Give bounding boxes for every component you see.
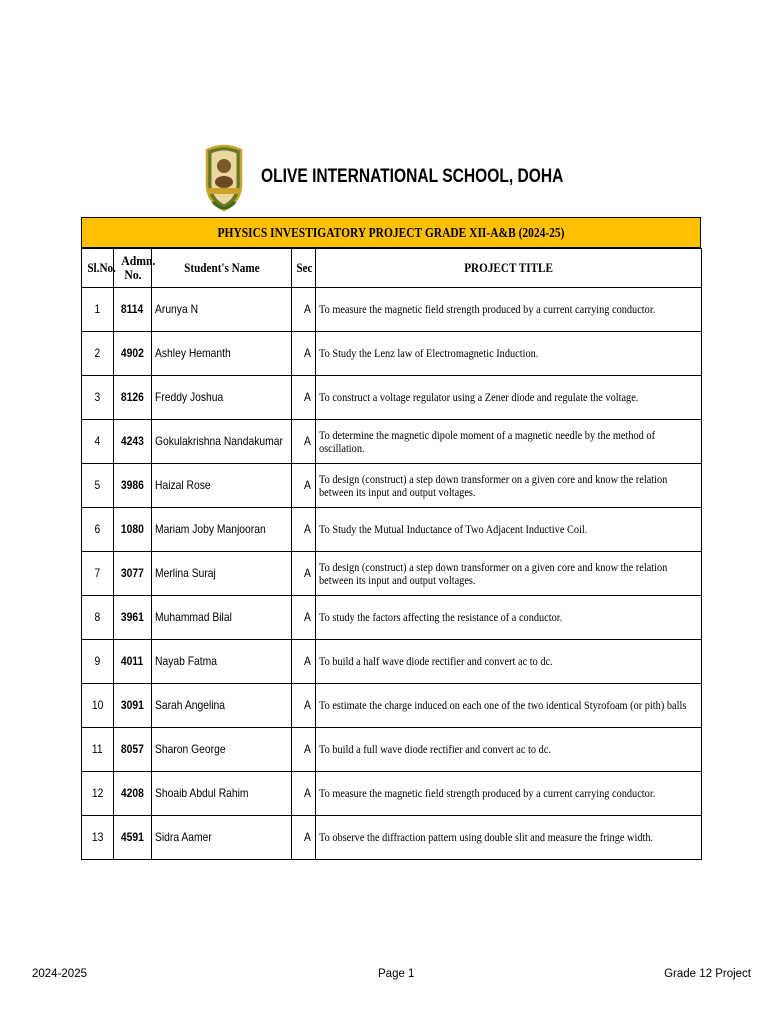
admission-number-cell: 3077 — [114, 552, 152, 596]
sl-cell: 11 — [82, 728, 114, 772]
section-cell: A — [292, 596, 316, 640]
footer-year: 2024-2025 — [32, 968, 87, 980]
project-title-cell: To construct a voltage regulator using a Zener diode and regulate the voltage. — [316, 376, 702, 420]
school-name: OLIVE INTERNATIONAL SCHOOL, DOHA — [261, 166, 564, 187]
table-row — [82, 288, 702, 332]
footer-grade: Grade 12 Project — [664, 968, 751, 980]
table-row — [82, 684, 702, 728]
student-name-cell: Sharon George — [152, 728, 292, 772]
table-row — [82, 596, 702, 640]
admission-number-cell: 4902 — [114, 332, 152, 376]
col-header-name: Student's Name — [152, 249, 292, 288]
section-cell: A — [292, 332, 316, 376]
sl-cell: 8 — [82, 596, 114, 640]
sl-cell: 9 — [82, 640, 114, 684]
col-header-title: PROJECT TITLE — [316, 249, 702, 288]
table-row — [82, 816, 702, 860]
sl-cell: 13 — [82, 816, 114, 860]
student-name-cell: Nayab Fatma — [152, 640, 292, 684]
table-row — [82, 376, 702, 420]
admission-number-cell: 8114 — [114, 288, 152, 332]
section-cell: A — [292, 684, 316, 728]
table-row — [82, 728, 702, 772]
section-cell: A — [292, 640, 316, 684]
student-name-cell: Ashley Hemanth — [152, 332, 292, 376]
sl-cell: 10 — [82, 684, 114, 728]
sl-cell: 5 — [82, 464, 114, 508]
table-row — [82, 332, 702, 376]
student-name-cell: Mariam Joby Manjooran — [152, 508, 292, 552]
admission-number-cell: 4591 — [114, 816, 152, 860]
student-name-cell: Sidra Aamer — [152, 816, 292, 860]
section-cell: A — [292, 464, 316, 508]
project-title-cell: To measure the magnetic field strength produced by a current carrying conductor. — [316, 772, 702, 816]
project-title-cell: To design (construct) a step down transformer on a given core and know the relation between its input and output voltages. — [316, 464, 702, 508]
admission-number-cell: 3986 — [114, 464, 152, 508]
sl-cell: 6 — [82, 508, 114, 552]
student-name-cell: Gokulakrishna Nandakumar — [152, 420, 292, 464]
student-name-cell: Merlina Suraj — [152, 552, 292, 596]
admission-number-cell: 1080 — [114, 508, 152, 552]
project-banner — [81, 217, 701, 248]
admission-number-cell: 4011 — [114, 640, 152, 684]
admission-number-cell: 3091 — [114, 684, 152, 728]
student-name-cell: Muhammad Bilal — [152, 596, 292, 640]
sl-cell: 4 — [82, 420, 114, 464]
student-name-cell: Haizal Rose — [152, 464, 292, 508]
section-cell: A — [292, 772, 316, 816]
project-title-cell: To study the factors affecting the resistance of a conductor. — [316, 596, 702, 640]
table-row — [82, 772, 702, 816]
sl-cell: 1 — [82, 288, 114, 332]
project-title-cell: To estimate the charge induced on each one of the two identical Styrofoam (or pith) balls — [316, 684, 702, 728]
section-cell: A — [292, 376, 316, 420]
table-row — [82, 552, 702, 596]
project-title-cell: To build a full wave diode rectifier and convert ac to dc. — [316, 728, 702, 772]
section-cell: A — [292, 288, 316, 332]
project-title-cell: To measure the magnetic field strength produced by a current carrying conductor. — [316, 288, 702, 332]
sl-cell: 12 — [82, 772, 114, 816]
table-header-row — [82, 249, 702, 288]
section-cell: A — [292, 420, 316, 464]
col-header-sec: Sec — [292, 249, 316, 288]
project-title-cell: To determine the magnetic dipole moment of a magnetic needle by the method of oscillation. — [316, 420, 702, 464]
project-title-cell: To build a half wave diode rectifier and convert ac to dc. — [316, 640, 702, 684]
project-title-cell: To design (construct) a step down transformer on a given core and know the relation between its input and output voltages. — [316, 552, 702, 596]
table-row — [82, 640, 702, 684]
section-cell: A — [292, 728, 316, 772]
admission-number-cell: 4243 — [114, 420, 152, 464]
col-header-sl: Sl.No. — [82, 249, 114, 288]
admission-number-cell: 8126 — [114, 376, 152, 420]
section-cell: A — [292, 552, 316, 596]
table-row — [82, 420, 702, 464]
student-name-cell: Arunya N — [152, 288, 292, 332]
col-header-adm: Admn. No. — [114, 249, 152, 288]
project-title-cell: To observe the diffraction pattern using double slit and measure the fringe width. — [316, 816, 702, 860]
student-name-cell: Shoaib Abdul Rahim — [152, 772, 292, 816]
sl-cell: 2 — [82, 332, 114, 376]
footer-page: Page 1 — [378, 968, 415, 980]
admission-number-cell: 4208 — [114, 772, 152, 816]
admission-number-cell: 8057 — [114, 728, 152, 772]
school-crest-icon — [203, 144, 245, 216]
table-row — [82, 464, 702, 508]
project-table — [81, 248, 702, 860]
project-title-cell: To Study the Mutual Inductance of Two Adjacent Inductive Coil. — [316, 508, 702, 552]
project-title-cell: To Study the Lenz law of Electromagnetic Induction. — [316, 332, 702, 376]
sl-cell: 3 — [82, 376, 114, 420]
section-cell: A — [292, 508, 316, 552]
sl-cell: 7 — [82, 552, 114, 596]
table-row — [82, 508, 702, 552]
admission-number-cell: 3961 — [114, 596, 152, 640]
student-name-cell: Freddy Joshua — [152, 376, 292, 420]
banner-title: PHYSICS INVESTIGATORY PROJECT GRADE XII-A&B (2024-25) — [217, 225, 565, 240]
student-name-cell: Sarah Angelina — [152, 684, 292, 728]
section-cell: A — [292, 816, 316, 860]
